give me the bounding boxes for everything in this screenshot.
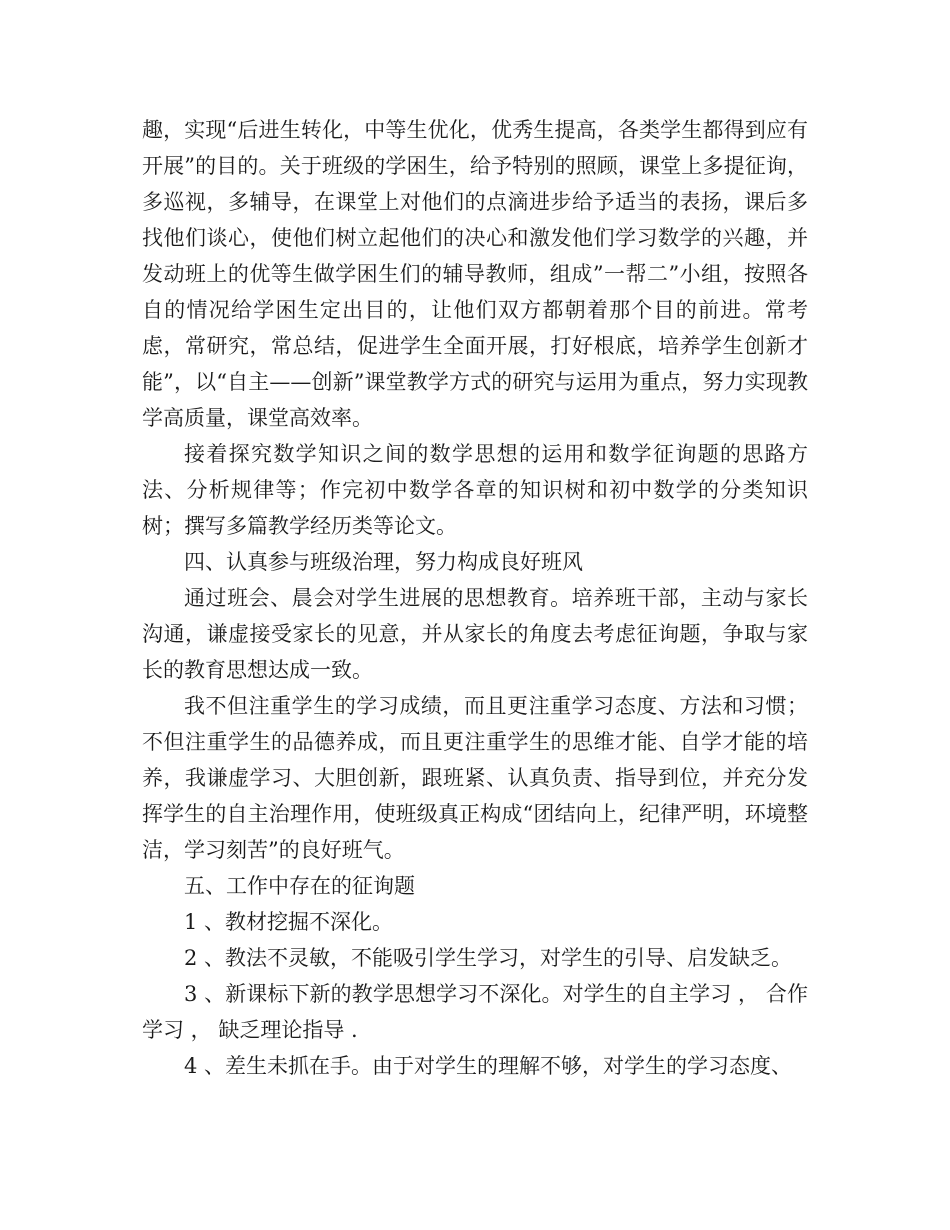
list-item-1: 1 、教材挖掘不深化。 [184,910,394,934]
section-heading-4: 四、认真参与班级治理，努力构成良好班风 [184,550,583,574]
list-item-3: 3 、新课标下新的教学思想学习不深化。对学生的自主学习 ， 合作学习 ， 缺乏理论指导 . [142,982,808,1042]
list-item-4: 4 、差生未抓在手。由于对学生的理解不够，对学生的学习态度、 [184,1054,793,1078]
list-item-2: 2 、教法不灵敏，不能吸引学生学习，对学生的引导、启发缺乏。 [184,946,793,970]
paragraph-4: 我不但注重学生的学习成绩，而且更注重学习态度、方法和习惯；不但注重学生的品德养成，而且更注重学生的思维才能、自学才能的培养，我谦虚学习、大胆创新，跟班紧、认真负责、指导到位，并充分发挥学生的自主治理作用，使班级真正构成“团结向上，纪律严明，环境整洁，学习刻苦”的良好班气。 [142,694,808,862]
paragraph-3: 通过班会、晨会对学生进展的思想教育。培养班干部，主动与家长沟通，谦虚接受家长的见意，并从家长的角度去考虑征询题，争取与家长的教育思想达成一致。 [142,586,808,682]
document-page [142,112,808,1084]
section-heading-5: 五、工作中存在的征询题 [184,874,415,898]
paragraph-2: 接着探究数学知识之间的数学思想的运用和数学征询题的思路方法、分析规律等；作完初中数学各章的知识树和初中数学的分类知识树；撰写多篇教学经历类等论文。 [142,442,808,538]
paragraph-1: 趣，实现“后进生转化，中等生优化，优秀生提高，各类学生都得到应有开展”的目的。关于班级的学困生，给予特别的照顾，课堂上多提征询，多巡视，多辅导，在课堂上对他们的点滴进步给予适当的表扬，课后多找他们谈心，使他们树立起他们的决心和激发他们学习数学的兴趣，并发动班上的优等生做学困生们的辅导教师，组成”一帮二”小组，按照各自的情况给学困生定出目的，让他们双方都朝着那个目的前进。常考虑，常研究，常总结，促进学生全面开展，打好根底，培养学生创新才能”，以“自主——创新”课堂教学方式的研究与运用为重点，努力实现教学高质量，课堂高效率。 [142,118,808,430]
